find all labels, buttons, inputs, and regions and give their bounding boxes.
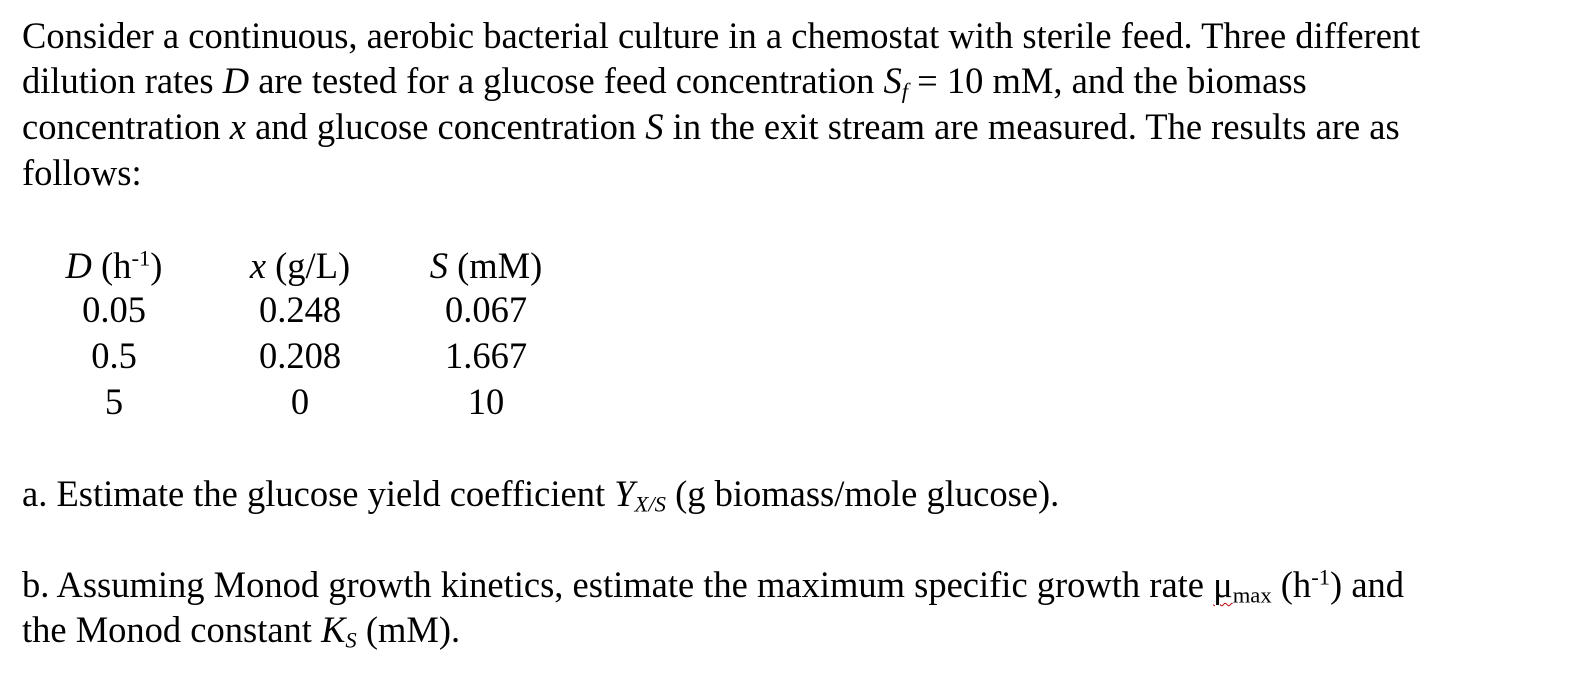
glucose-symbol: S bbox=[645, 106, 664, 147]
mu-subscript: max bbox=[1232, 582, 1272, 608]
intro-text: in the exit stream are measured. The results are as bbox=[663, 106, 1400, 147]
mu-max-symbol bbox=[1213, 564, 1272, 608]
table-cell-d: 0.05 bbox=[82, 289, 146, 330]
header-d bbox=[14, 245, 214, 286]
header-s-symbol: S bbox=[429, 245, 448, 286]
monod-subscript: S bbox=[345, 627, 357, 653]
intro-line-1: Consider a continuous, aerobic bacterial culture in a chemostat with sterile feed. Three different bbox=[22, 15, 1421, 56]
header-d-unit-close: ) bbox=[150, 245, 163, 286]
question-a bbox=[22, 473, 1060, 517]
table-cell-x: 0 bbox=[290, 381, 310, 422]
question-b-text-end: (mM). bbox=[356, 609, 461, 650]
intro-text: are tested for a glucose feed concentration bbox=[249, 60, 884, 101]
question-b-line-2 bbox=[22, 609, 461, 653]
header-x-symbol: x bbox=[249, 245, 267, 286]
header-s bbox=[386, 245, 586, 286]
feed-subscript: f bbox=[901, 78, 909, 104]
header-x-unit: (g/L) bbox=[266, 245, 351, 286]
biomass-symbol: x bbox=[229, 106, 246, 147]
table-cell-s: 1.667 bbox=[444, 335, 528, 376]
monod-constant-symbol: K bbox=[321, 609, 346, 650]
question-b-line-1 bbox=[22, 564, 1405, 608]
table-cell-d: 5 bbox=[104, 381, 124, 422]
intro-line-3 bbox=[22, 106, 1400, 147]
question-a-text-end: (g biomass/mole glucose). bbox=[665, 473, 1060, 514]
table-cell-x: 0.248 bbox=[258, 289, 342, 330]
table-cell-s: 10 bbox=[467, 381, 505, 422]
intro-text: dilution rates bbox=[22, 60, 223, 101]
header-x bbox=[200, 245, 400, 286]
yield-symbol: Y bbox=[614, 473, 635, 514]
question-a-text: a. Estimate the glucose yield coefficient bbox=[22, 473, 615, 514]
header-s-unit: (mM) bbox=[447, 245, 543, 286]
header-d-unit: (h bbox=[91, 245, 132, 286]
dilution-rate-symbol: D bbox=[222, 60, 250, 101]
question-b-text: ) and bbox=[1330, 564, 1405, 605]
feed-concentration-symbol: S bbox=[883, 60, 902, 101]
header-d-symbol: D bbox=[65, 245, 92, 286]
mu-symbol: μ bbox=[1213, 564, 1233, 605]
table-cell-d: 0.5 bbox=[91, 335, 137, 376]
intro-text: concentration bbox=[22, 106, 230, 147]
table-cell-x: 0.208 bbox=[258, 335, 342, 376]
table-cell-s: 0.067 bbox=[444, 289, 528, 330]
rate-exponent: -1 bbox=[1311, 564, 1331, 590]
intro-text: = 10 mM, and the biomass bbox=[908, 60, 1307, 101]
question-b-text: b. Assuming Monod growth kinetics, estimate the maximum specific growth rate bbox=[22, 564, 1214, 605]
header-d-exponent: -1 bbox=[131, 245, 151, 271]
question-b-text: the Monod constant bbox=[22, 609, 322, 650]
intro-text: and glucose concentration bbox=[245, 106, 646, 147]
intro-line-4: follows: bbox=[22, 152, 142, 193]
intro-line-2 bbox=[22, 60, 1307, 104]
question-b-text: (h bbox=[1271, 564, 1312, 605]
yield-subscript: X/S bbox=[634, 491, 666, 517]
